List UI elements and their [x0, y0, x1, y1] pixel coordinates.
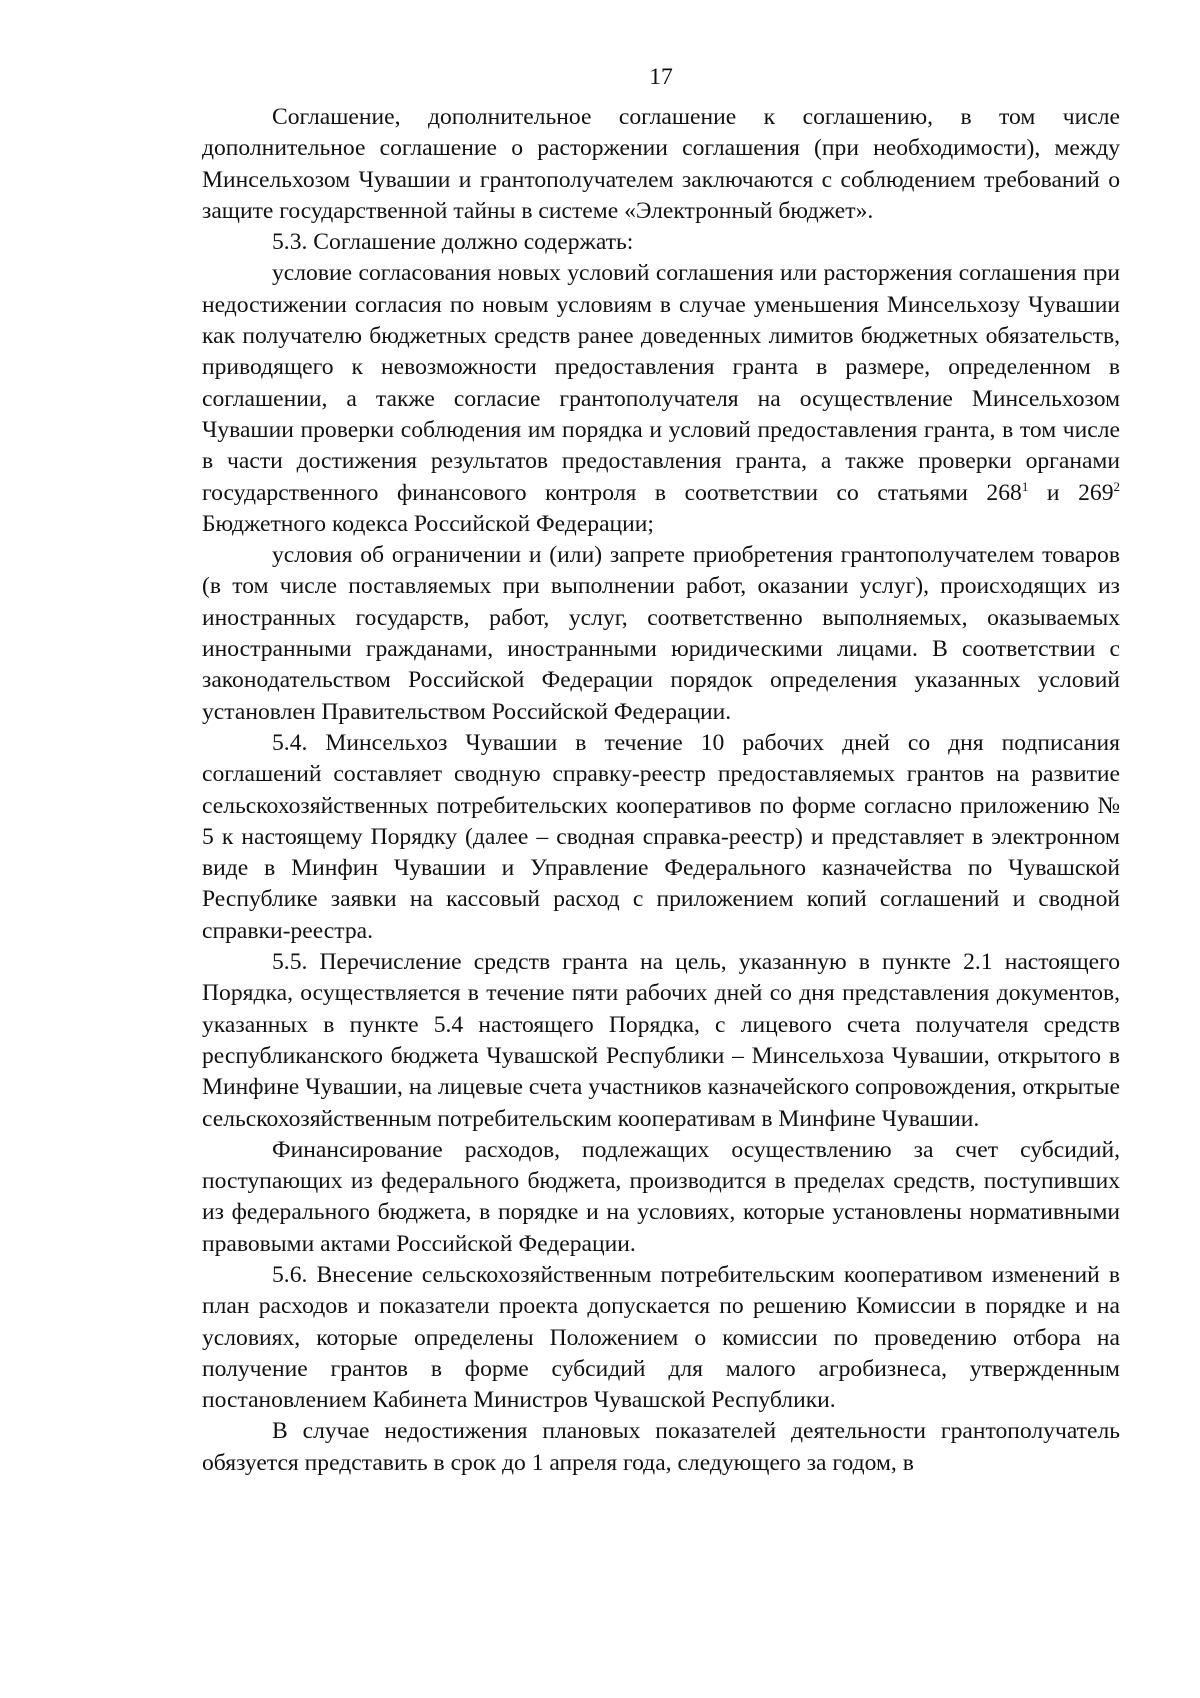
paragraph-5-3: 5.3. Соглашение должно содержать: — [272, 229, 634, 256]
paragraph-5-4: 5.4. Минсельхоз Чувашии в течение 10 рабочих дней со дня подписания соглашений составляет сводную справку-реестр предоставляемых грантов на развитие сельскохозяйственных потребительских кооперативов по форме согласно приложению № 5 к настоящему Порядку (далее – сводная справка-реестр) и представляет в электронном виде в Минфин Чувашии и Управление Федерального казначейства по Чувашской Республике заявки на кассовый расход с приложением копий соглашений и сводной справки-реестра. — [202, 729, 1120, 944]
paragraph-indicators-shortfall: В случае недостижения плановых показателей деятельности грантополучатель обязуется представить в срок до 1 апреля года, следующего за годом, в — [202, 1418, 1120, 1476]
connector-text: и — [1028, 479, 1079, 506]
paragraph-agreement-intro: Соглашение, дополнительное соглашение к соглашению, в том числе дополнительное соглашение о расторжении соглашения (при необходимости), между Минсельхозом Чувашии и грантополучателем заключаются с соблюдением требований о защите государственной тайны в системе «Электронный бюджет». — [202, 104, 1120, 224]
page-number: 17 — [649, 64, 673, 90]
paragraph-5-5: 5.5. Перечисление средств гранта на цель, указанную в пункте 2.1 настоящего Порядка, осуществляется в течение пяти рабочих дней со дня представления документов, указанных в пункте 5.4 настоящего Порядка, с лицевого счета получателя средств республиканского бюджета Чувашской Республики – Минсельхоза Чувашии, открытого в Минфине Чувашии, на лицевые счета участников казначейского сопровождения, открытые сельскохозяйственным потребительским кооперативам в Минфине Чувашии. — [202, 949, 1120, 1132]
superscript-1: 1 — [1021, 478, 1029, 494]
paragraph-condition-agreement-text: условие согласования новых условий соглашения или расторжения соглашения при недостижении согласия по новым условиям в случае уменьшения Минсельхозу Чувашии как получателю бюджетных средств ранее доведенных лимитов бюджетных обязательств, приводящего к невозможности предоставления гранта в размере, определенном в соглашении, а также согласие грантополучателя на осуществление Минсельхозом Чувашии проверки соблюдения им порядка и условий предоставления гранта, в том числе в части достижения результатов предоставления гранта, а также проверки органами государственного финансового контроля в соответствии со статьями — [202, 260, 1120, 506]
document-page — [202, 62, 1120, 1479]
article-number-269: 269 — [1078, 479, 1114, 506]
superscript-2: 2 — [1113, 478, 1120, 494]
paragraph-foreign-goods-conditions: условия об ограничении и (или) запрете приобретения грантополучателем товаров (в том числе поставляемых при выполнении работ, оказании услуг), происходящих из иностранных государств, работ, услуг, соответственно выполняемых, оказываемых иностранными гражданами, иностранными юридическими лицами. В соответствии с законодательством Российской Федерации порядок определения указанных условий установлен Правительством Российской Федерации. — [202, 542, 1120, 725]
article-number-268: 268 — [986, 479, 1022, 506]
paragraph-condition-agreement — [202, 258, 1120, 540]
budget-code-reference: Бюджетного кодекса Российской Федерации; — [202, 510, 654, 537]
paragraph-5-6: 5.6. Внесение сельскохозяйственным потребительским кооперативом изменений в план расходов и показатели проекта допускается по решению Комиссии в порядке и на условиях, которые определены Положением о комиссии по проведению отбора на получение грантов в форме субсидий для малого агробизнеса, утвержденным постановлением Кабинета Министров Чувашской Республики. — [202, 1261, 1120, 1414]
paragraph-federal-financing: Финансирование расходов, подлежащих осуществлению за счет субсидий, поступающих из федерального бюджета, производится в пределах средств, поступивших из федерального бюджета, в порядке и на условиях, которые установлены нормативными правовыми актами Российской Федерации. — [202, 1136, 1120, 1257]
